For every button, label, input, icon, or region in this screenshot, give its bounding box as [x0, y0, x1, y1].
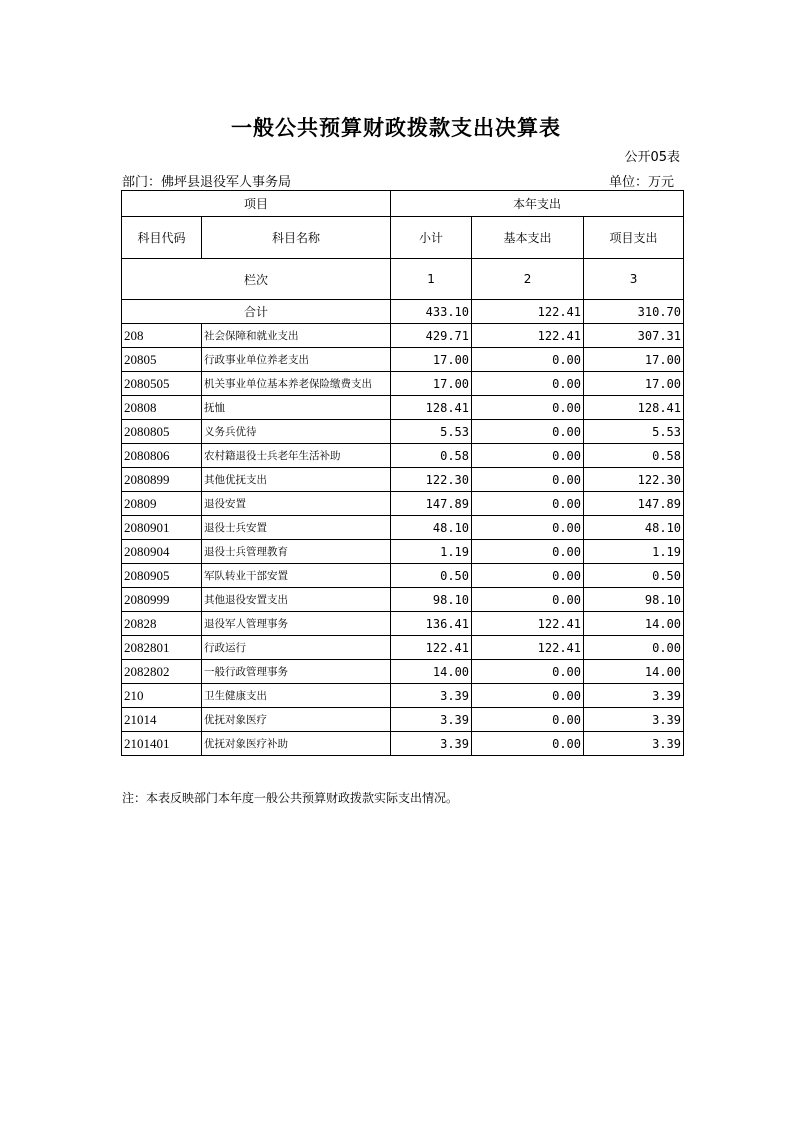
- header-subtotal: 小计: [391, 217, 472, 259]
- total-basic: 122.41: [472, 300, 584, 324]
- row-project: 307.31: [584, 324, 684, 348]
- table-row: [122, 324, 684, 348]
- row-subtotal: 17.00: [391, 348, 472, 372]
- total-project: 310.70: [584, 300, 684, 324]
- row-code: 208: [122, 324, 202, 348]
- column-number-1: 1: [391, 259, 472, 300]
- row-subtotal: 1.19: [391, 540, 472, 564]
- row-name: 一般行政管理事务: [202, 660, 391, 684]
- total-row: [122, 300, 684, 324]
- row-project: 14.00: [584, 660, 684, 684]
- header-basic: 基本支出: [472, 217, 584, 259]
- row-project: 1.19: [584, 540, 684, 564]
- row-name: 社会保障和就业支出: [202, 324, 391, 348]
- row-code: 2080901: [122, 516, 202, 540]
- row-code: 20805: [122, 348, 202, 372]
- row-name: 退役军人管理事务: [202, 612, 391, 636]
- row-code: 20808: [122, 396, 202, 420]
- row-code: 2080899: [122, 468, 202, 492]
- header-item: 项目: [122, 191, 391, 217]
- row-code: 2082802: [122, 660, 202, 684]
- row-basic: 0.00: [472, 492, 584, 516]
- row-basic: 0.00: [472, 444, 584, 468]
- header-row-1: [122, 191, 684, 217]
- row-name: 行政运行: [202, 636, 391, 660]
- row-name: 其他退役安置支出: [202, 588, 391, 612]
- header-row-3: [122, 259, 684, 300]
- department-label: 部门：佛坪县退役军人事务局: [122, 175, 292, 190]
- row-subtotal: 3.39: [391, 708, 472, 732]
- row-basic: 0.00: [472, 732, 584, 756]
- row-name: 退役安置: [202, 492, 391, 516]
- row-subtotal: 136.41: [391, 612, 472, 636]
- row-name: 优抚对象医疗补助: [202, 732, 391, 756]
- row-subtotal: 429.71: [391, 324, 472, 348]
- table-note: 注：本表反映部门本年度一般公共预算财政拨款实际支出情况。: [122, 791, 459, 805]
- row-basic: 0.00: [472, 420, 584, 444]
- row-subtotal: 122.30: [391, 468, 472, 492]
- table-row: [122, 348, 684, 372]
- header-name: 科目名称: [202, 217, 391, 259]
- row-project: 3.39: [584, 708, 684, 732]
- row-basic: 0.00: [472, 372, 584, 396]
- row-name: 退役士兵安置: [202, 516, 391, 540]
- row-project: 0.00: [584, 636, 684, 660]
- row-project: 17.00: [584, 348, 684, 372]
- row-name: 抚恤: [202, 396, 391, 420]
- header-project: 项目支出: [584, 217, 684, 259]
- row-project: 98.10: [584, 588, 684, 612]
- table-row: [122, 468, 684, 492]
- table-row: [122, 732, 684, 756]
- row-name: 农村籍退役士兵老年生活补助: [202, 444, 391, 468]
- unit-label: 单位：万元: [608, 175, 674, 190]
- row-project: 3.39: [584, 684, 684, 708]
- total-label: 合计: [122, 300, 391, 324]
- row-name: 义务兵优待: [202, 420, 391, 444]
- table-row: [122, 372, 684, 396]
- row-subtotal: 98.10: [391, 588, 472, 612]
- row-code: 20809: [122, 492, 202, 516]
- row-name: 退役士兵管理教育: [202, 540, 391, 564]
- row-code: 2101401: [122, 732, 202, 756]
- expenditure-table: [121, 190, 684, 756]
- row-subtotal: 5.53: [391, 420, 472, 444]
- row-basic: 122.41: [472, 324, 584, 348]
- table-row: [122, 516, 684, 540]
- report-title: 一般公共预算财政拨款支出决算表: [231, 116, 561, 140]
- table-row: [122, 396, 684, 420]
- header-row-2: [122, 217, 684, 259]
- row-code: 2080905: [122, 564, 202, 588]
- row-project: 0.58: [584, 444, 684, 468]
- header-current-year: 本年支出: [391, 191, 684, 217]
- row-project: 17.00: [584, 372, 684, 396]
- table-row: [122, 636, 684, 660]
- row-code: 210: [122, 684, 202, 708]
- row-code: 2080805: [122, 420, 202, 444]
- row-code: 20828: [122, 612, 202, 636]
- row-name: 优抚对象医疗: [202, 708, 391, 732]
- row-code: 2080505: [122, 372, 202, 396]
- row-subtotal: 147.89: [391, 492, 472, 516]
- table-row: [122, 660, 684, 684]
- total-subtotal: 433.10: [391, 300, 472, 324]
- row-basic: 0.00: [472, 564, 584, 588]
- row-basic: 0.00: [472, 396, 584, 420]
- row-project: 48.10: [584, 516, 684, 540]
- row-basic: 122.41: [472, 636, 584, 660]
- row-basic: 122.41: [472, 612, 584, 636]
- table-row: [122, 684, 684, 708]
- row-basic: 0.00: [472, 588, 584, 612]
- row-basic: 0.00: [472, 516, 584, 540]
- row-basic: 0.00: [472, 684, 584, 708]
- row-name: 行政事业单位养老支出: [202, 348, 391, 372]
- row-subtotal: 48.10: [391, 516, 472, 540]
- row-code: 2080806: [122, 444, 202, 468]
- column-label: 栏次: [122, 259, 391, 300]
- row-name: 卫生健康支出: [202, 684, 391, 708]
- row-project: 14.00: [584, 612, 684, 636]
- table-row: [122, 588, 684, 612]
- table-row: [122, 420, 684, 444]
- row-project: 0.50: [584, 564, 684, 588]
- row-project: 3.39: [584, 732, 684, 756]
- row-basic: 0.00: [472, 708, 584, 732]
- row-subtotal: 128.41: [391, 396, 472, 420]
- table-row: [122, 540, 684, 564]
- row-subtotal: 14.00: [391, 660, 472, 684]
- row-subtotal: 0.50: [391, 564, 472, 588]
- row-basic: 0.00: [472, 540, 584, 564]
- column-number-2: 2: [472, 259, 584, 300]
- row-code: 2080904: [122, 540, 202, 564]
- row-basic: 0.00: [472, 660, 584, 684]
- table-row: [122, 708, 684, 732]
- table-row: [122, 612, 684, 636]
- row-subtotal: 3.39: [391, 732, 472, 756]
- header-code: 科目代码: [122, 217, 202, 259]
- row-name: 军队转业干部安置: [202, 564, 391, 588]
- form-number: 公开05表: [624, 150, 680, 165]
- row-subtotal: 3.39: [391, 684, 472, 708]
- row-code: 21014: [122, 708, 202, 732]
- table-row: [122, 444, 684, 468]
- row-name: 其他优抚支出: [202, 468, 391, 492]
- row-subtotal: 17.00: [391, 372, 472, 396]
- row-subtotal: 122.41: [391, 636, 472, 660]
- row-subtotal: 0.58: [391, 444, 472, 468]
- row-project: 128.41: [584, 396, 684, 420]
- row-basic: 0.00: [472, 468, 584, 492]
- row-name: 机关事业单位基本养老保险缴费支出: [202, 372, 391, 396]
- table-row: [122, 492, 684, 516]
- row-project: 147.89: [584, 492, 684, 516]
- table-row: [122, 564, 684, 588]
- row-project: 122.30: [584, 468, 684, 492]
- column-number-3: 3: [584, 259, 684, 300]
- row-project: 5.53: [584, 420, 684, 444]
- row-code: 2080999: [122, 588, 202, 612]
- row-basic: 0.00: [472, 348, 584, 372]
- row-code: 2082801: [122, 636, 202, 660]
